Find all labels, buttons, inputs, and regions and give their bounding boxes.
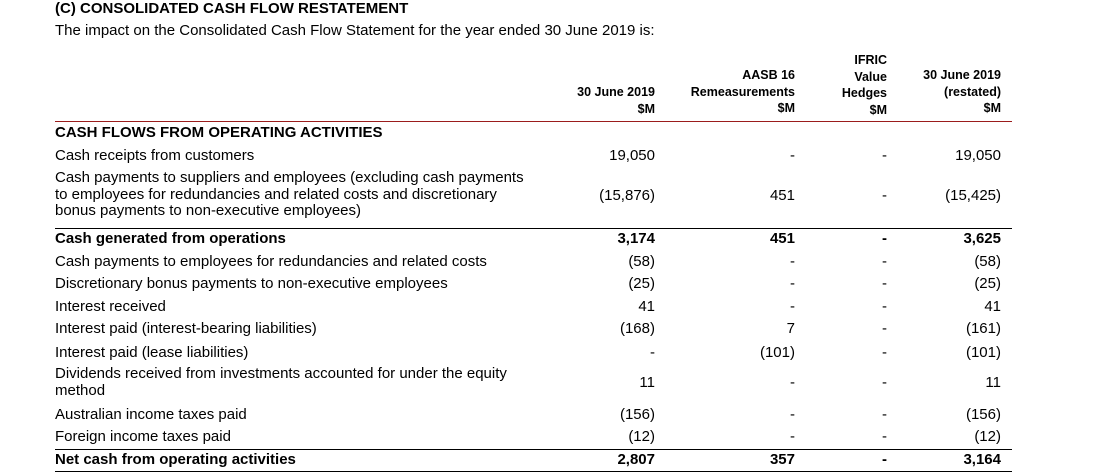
cell-restated: 3,625	[963, 230, 1001, 247]
cell-restated: 11	[985, 374, 1001, 391]
cell-aasb16: -	[790, 298, 795, 315]
col-header-line: $M	[983, 101, 1001, 115]
table-row	[55, 274, 1012, 296]
row-label: Interest paid (lease liabilities)	[55, 344, 249, 361]
section-title: (C) CONSOLIDATED CASH FLOW RESTATEMENT	[55, 0, 409, 17]
col-header-restated	[923, 67, 1001, 117]
cell-ifric: -	[882, 406, 887, 423]
cell-aasb16: 451	[769, 187, 795, 204]
cell-restated: (25)	[974, 275, 1001, 292]
cell-aasb16: -	[790, 147, 795, 164]
cell-ifric: -	[882, 147, 887, 164]
cell-ifric: -	[882, 428, 887, 445]
cell-aasb16: (101)	[759, 344, 795, 361]
row-label: Cash generated from operations	[55, 230, 286, 247]
col-header-aasb16	[691, 67, 795, 117]
col-header-line: AASB 16	[742, 68, 795, 82]
cell-ifric: -	[882, 275, 887, 292]
cell-aasb16: -	[790, 374, 795, 391]
cell-30-june-2019: (58)	[628, 253, 655, 270]
cell-restated: (161)	[965, 320, 1001, 337]
section-heading-row	[55, 124, 1012, 144]
cell-restated: (156)	[965, 406, 1001, 423]
table-row	[55, 252, 1012, 274]
cell-restated: (12)	[974, 428, 1001, 445]
cell-30-june-2019: (12)	[628, 428, 655, 445]
cell-30-june-2019: (25)	[628, 275, 655, 292]
row-label: Cash receipts from customers	[55, 147, 255, 164]
cell-aasb16: -	[790, 428, 795, 445]
table-row	[55, 364, 1012, 404]
row-label: Australian income taxes paid	[55, 406, 247, 423]
cell-aasb16: -	[790, 406, 795, 423]
cell-restated: 19,050	[955, 147, 1001, 164]
cell-30-june-2019: 2,807	[617, 451, 655, 468]
cell-ifric: -	[882, 320, 887, 337]
cell-ifric: -	[882, 298, 887, 315]
cell-30-june-2019: 19,050	[609, 147, 655, 164]
col-header-line: Hedges	[841, 86, 887, 100]
col-header-line: 30 June 2019	[577, 85, 655, 99]
cell-30-june-2019: (15,876)	[599, 187, 655, 204]
table-row	[55, 146, 1012, 168]
table-row-subtotal	[55, 228, 1012, 251]
cell-restated: 3,164	[963, 451, 1001, 468]
row-label: Interest paid (interest-bearing liabilities)	[55, 320, 317, 337]
cell-aasb16: -	[790, 253, 795, 270]
table-row	[55, 168, 1012, 228]
cell-30-june-2019: -	[650, 344, 655, 361]
col-header-line: (restated)	[944, 84, 1001, 99]
cell-ifric: -	[882, 451, 887, 468]
cell-ifric: -	[882, 253, 887, 270]
table-row	[55, 319, 1012, 341]
row-label: Interest received	[55, 298, 166, 315]
col-header-line: 30 June 2019	[923, 68, 1001, 82]
row-label: Dividends received from investments accounted for under the equity method	[55, 365, 507, 399]
row-label: Net cash from operating activities	[55, 451, 296, 468]
col-header-ifric	[842, 52, 887, 118]
cell-aasb16: 451	[769, 230, 795, 247]
table-row	[55, 343, 1012, 365]
row-label: Cash payments to employees for redundancies and related costs	[55, 253, 487, 270]
cell-ifric: -	[882, 374, 887, 391]
cell-ifric: -	[882, 187, 887, 204]
col-header-line: $M	[777, 101, 795, 115]
cell-aasb16: 7	[786, 320, 795, 337]
cell-30-june-2019: 11	[639, 374, 655, 391]
section-heading: CASH FLOWS FROM OPERATING ACTIVITIES	[55, 124, 383, 141]
cell-30-june-2019: (156)	[619, 406, 655, 423]
cell-30-june-2019: (168)	[619, 320, 655, 337]
cell-restated: (58)	[974, 253, 1001, 270]
header-divider	[55, 121, 1012, 122]
row-label: Cash payments to suppliers and employees (excluding cash payments to employees for redundancies and related costs and discretionary bonus payments to non-executive employees)	[55, 169, 524, 219]
table-row	[55, 427, 1012, 449]
cell-30-june-2019: 3,174	[617, 230, 655, 247]
row-label: Foreign income taxes paid	[55, 428, 231, 445]
cell-restated: (101)	[965, 344, 1001, 361]
cell-ifric: -	[882, 230, 887, 247]
table-row	[55, 405, 1012, 427]
col-header-line: $M	[637, 101, 655, 116]
col-header-line: Value	[854, 69, 887, 84]
col-header-line: Remeasurements	[690, 84, 795, 99]
cell-30-june-2019: 41	[638, 298, 655, 315]
cell-aasb16: 357	[769, 451, 795, 468]
col-header-30-june-2019	[577, 84, 655, 117]
row-label: Discretionary bonus payments to non-executive employees	[55, 275, 448, 292]
table-row	[55, 297, 1012, 319]
cell-restated: 41	[984, 298, 1001, 315]
col-header-line: $M	[869, 102, 887, 117]
col-header-line: IFRIC	[854, 53, 887, 67]
cell-ifric: -	[882, 344, 887, 361]
intro-text: The impact on the Consolidated Cash Flow Statement for the year ended 30 June 2019 is:	[55, 22, 655, 39]
table-row-total	[55, 449, 1012, 472]
cell-aasb16: -	[790, 275, 795, 292]
cell-restated: (15,425)	[945, 187, 1001, 204]
